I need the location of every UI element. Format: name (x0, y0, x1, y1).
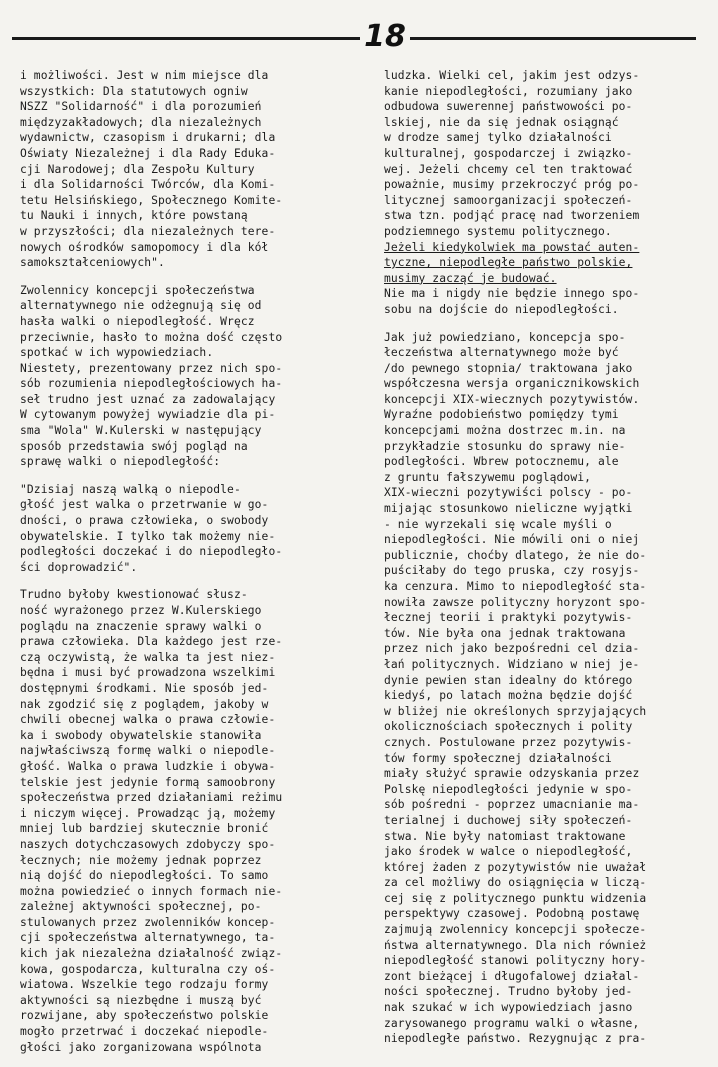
text-line: kiedyś, po latach można będzie dojść (384, 689, 633, 703)
text-line: społeczeństwa przed działaniami reżimu (20, 791, 283, 805)
text-line: ka cenzura. Mimo to niepodległość sta- (384, 580, 647, 593)
text-line: przez nich jako bezpośredni cel dzia- (384, 642, 640, 656)
text-line: głość. Walka o prawa ludzkie i obywa- (20, 759, 276, 773)
text-line: XIX-wieczni pozytywiści polscy - po- (384, 486, 633, 500)
page-number: 18 (364, 19, 406, 54)
text-line: sobu na dojście do niepodległości. (384, 302, 619, 316)
text-line: tów. Nie była ona jednak traktowana (384, 626, 626, 640)
text-line: łeczeństwa alternatywnego może być (384, 346, 619, 360)
text-line: łecznych; nie możemy jednak poprzez (20, 853, 262, 867)
text-line: głości jako zorganizowana wspólnota (20, 1040, 262, 1054)
text-line: niepodległości. Nie mówili oni o niej (384, 533, 640, 547)
text-line: łań politycznych. Widziano w niej je- (384, 657, 640, 671)
text-line: Oświaty Niezależnej i dla Rady Eduka- (20, 146, 276, 160)
text-line: - nie wyrzekali się wcale myśli o (384, 517, 612, 531)
text-line: Zwolennicy koncepcji społeczeństwa (20, 283, 255, 297)
text-line: seł trudno jest uznać za zadowalający (20, 392, 276, 406)
text-line: terialnej i duchowej siły społeczeń- (384, 813, 633, 827)
text-line: Polskę niepodległości jedynie w spo- (384, 782, 633, 796)
text-line: cji Narodowej; dla Zespołu Kultury (20, 162, 255, 176)
text-line: podległości doczekać i do niepodległo- (20, 545, 283, 559)
text-line: ludzka. Wielki cel, jakim jest odzys- (384, 69, 640, 82)
text-line: współczesna wersja organicznikowskich (384, 377, 640, 391)
text-line: zajmują zwolennicy koncepcji społecze- (384, 923, 647, 937)
text-line: za cel możliwy do osiągnięcia w liczą- (384, 876, 647, 890)
text-line: niepodległe państwo. Rezygnując z pra- (384, 1032, 647, 1046)
text-line: aktywności są niezbędne i muszą być (20, 993, 262, 1007)
text-line: kowa, gospodarcza, kulturalna czy oś- (20, 962, 276, 976)
text-line: Wyraźne podobieństwo pomiędzy tymi (384, 408, 619, 422)
underlined-text-line: Jeżeli kiedykolwiek ma powstać auten- (384, 240, 640, 254)
text-line: nak szukać w ich wypowiedziach jasno (384, 1001, 633, 1015)
text-line: kich jak niezależna działalność związ- (20, 947, 283, 961)
text-line: wej. Jeżeli chcemy cel ten traktować (384, 162, 633, 176)
header-rule-left (12, 37, 360, 40)
text-line: stwa. Nie były natomiast traktowane (384, 829, 626, 843)
paragraph (384, 68, 702, 318)
text-line: stwa tzn. podjąć pracę nad tworzeniem (384, 209, 640, 223)
text-line: ka i swobody obywatelskie stanowiła (20, 728, 262, 742)
text-line: hasła walki o niepodległość. Wręcz (20, 314, 255, 328)
header-rule-right (410, 37, 696, 40)
text-line: z gruntu fałszywemu poglądowi, (384, 470, 592, 484)
text-line: perspektywy czasowej. Podobną postawę (384, 907, 640, 921)
text-line: przykładzie stosunku do sprawy nie- (384, 439, 626, 453)
text-line: tów formy społecznej działalności (384, 751, 612, 765)
paragraph (20, 587, 360, 1055)
text-line: Niestety, prezentowany przez nich spo- (20, 361, 283, 375)
text-line: alternatywnego nie odżegnują się od (20, 299, 262, 313)
text-line: poglądu na znaczenie sprawy walki o (20, 619, 262, 633)
text-line: wiatowa. Wszelkie tego rodzaju formy (20, 978, 269, 992)
paragraph (20, 482, 360, 576)
text-line: cznych. Postulowane przez pozytywis- (384, 735, 633, 749)
text-line: niepodległość stanowi polityczny hory- (384, 954, 647, 968)
text-line: łecznej teorii i praktyki pozytywis- (384, 611, 633, 625)
text-line: nak zgodzić się z poglądem, jakoby w (20, 697, 269, 711)
text-line: kulturalnej, gospodarczej i związko- (384, 146, 633, 160)
text-line: prawa człowieka. Dla każdego jest rze- (20, 635, 283, 649)
text-line: nowych ośrodków samopomocy i dla kół (20, 240, 269, 254)
text-line: koncepcji XIX-wiecznych pozytywistów. (384, 392, 640, 406)
right-column (384, 68, 702, 1059)
text-line: mogło przetrwać i doczekać niepodle- (20, 1025, 269, 1039)
text-line: NSZZ "Solidarność" i dla porozumień (20, 100, 262, 114)
text-line: tu Nauki i innych, które powstaną (20, 209, 248, 223)
underlined-text-line: tyczne, niepodległe państwo polskie, (384, 256, 633, 270)
text-line: nowiła zawsze polityczny horyzont spo- (384, 595, 647, 609)
text-line: jako środek w walce o niepodległość, (384, 845, 633, 859)
underlined-text-line: musimy zacząć je budować. (384, 271, 557, 285)
text-line: litycznej samoorganizacji społeczeń- (384, 193, 633, 207)
text-line: mniej lub bardziej skutecznie bronić (20, 822, 269, 836)
text-line: Trudno byłoby kwestionować słusz- (20, 588, 248, 602)
text-line: kanie niepodległości, rozumiany jako (384, 84, 633, 98)
text-line: rozwijane, aby społeczeństwo polskie (20, 1009, 269, 1023)
text-line: puściłaby do tego pruska, czy rosyjs- (384, 564, 640, 578)
text-line: ności społecznej. Trudno byłoby jed- (384, 985, 633, 999)
text-line: spotkać w ich wypowiedziach. (20, 346, 214, 360)
text-line: publicznie, choćby dlatego, że nie do- (384, 548, 647, 562)
text-line: mijając stosunkowo nieliczne wyjątki (384, 502, 633, 516)
text-line: podległości. Wbrew potocznemu, ale (384, 455, 619, 469)
text-line: odbudowa suwerennej państwowości po- (384, 100, 633, 114)
text-line: w przyszłości; dla niezależnych tere- (20, 224, 276, 238)
text-line: dności, o prawa człowieka, o swobody (20, 514, 269, 528)
text-line: okolicznościach społecznych i polity (384, 720, 633, 734)
text-line: ność wyrażonego przez W.Kulerskiego (20, 604, 262, 617)
text-line: i dla Solidarności Twórców, dla Komi- (20, 178, 276, 192)
text-line: obywatelskie. I tylko tak możemy nie- (20, 529, 276, 543)
text-line: sprawę walki o niepodległość: (20, 455, 221, 469)
text-line: sób rozumienia niepodległościowych ha- (20, 377, 283, 391)
text-line: ści doprowadzić". (20, 560, 138, 574)
text-line: naszych dotychczasowych zdobyczy spo- (20, 837, 276, 851)
text-line: można powiedzieć o innych formach nie- (20, 884, 283, 898)
paragraph (20, 283, 360, 470)
text-line: ństwa alternatywnego. Dla nich również (384, 938, 647, 952)
text-line: w drodze samej tylko działalności (384, 131, 612, 145)
text-line: zont bieżącej i długofalowej działal- (384, 969, 640, 983)
text-line: samokształceniowych". (20, 256, 165, 270)
text-line: cji społeczeństwa alternatywnego, ta- (20, 931, 276, 945)
text-line: poważnie, musimy przekroczyć próg po- (384, 178, 640, 192)
text-line: i możliwości. Jest w nim miejsce dla (20, 69, 269, 82)
text-line: będna i musi być prowadzona wszelkimi (20, 666, 276, 680)
text-line: tetu Helsińskiego, Społecznego Komite- (20, 193, 283, 207)
text-line: "Dzisiaj naszą walką o niepodle- (20, 482, 241, 496)
text-line: /do pewnego stopnia/ traktowana jako (384, 361, 633, 375)
text-line: Jak już powiedziano, koncepcja spo- (384, 330, 626, 344)
text-line: głość jest walka o przetrwanie w go- (20, 498, 269, 512)
text-line: międzyzakładowych; dla niezależnych (20, 115, 262, 129)
text-line: chwili obecnej walka o prawa człowie- (20, 713, 276, 727)
text-line: Nie ma i nigdy nie będzie innego spo- (384, 287, 640, 301)
text-line: zależnej aktywności społecznej, po- (20, 900, 262, 914)
text-line: W cytowanym powyżej wywiadzie dla pi- (20, 408, 276, 422)
text-line: telskie jest jedynie formą samoobrony (20, 775, 276, 789)
text-line: wszystkich: Dla statutowych ogniw (20, 84, 248, 98)
text-line: podziemnego systemu politycznego. (384, 224, 612, 238)
paragraph (20, 68, 360, 271)
text-line: sposób przedstawia swój pogląd na (20, 439, 248, 453)
text-line: lskiej, nie da się jednak osiągnąć (384, 115, 619, 129)
paragraph (384, 330, 702, 1047)
text-line: sma "Wola" W.Kulerski w następujący (20, 424, 262, 438)
text-line: miały służyć sprawie odzyskania przez (384, 767, 640, 781)
text-line: zarysowanego programu walki o własne, (384, 1016, 640, 1030)
text-line: wydawnictw, czasopism i drukarni; dla (20, 131, 276, 145)
text-line: dynie pewien stan idealny do którego (384, 673, 633, 687)
text-line: sób pośredni - poprzez umacnianie ma- (384, 798, 640, 812)
text-line: czą oczywistą, że walka ta jest niez- (20, 650, 276, 664)
text-line: dostępnymi środkami. Nie sposób jed- (20, 681, 269, 695)
text-line: w bliżej nie określonych sprzyjających (384, 704, 647, 718)
text-line: koncepcjami można dostrzec m.in. na (384, 424, 626, 438)
text-line: stulowanych przez zwolenników koncep- (20, 915, 276, 929)
text-line: cej się z politycznego punktu widzenia (384, 891, 647, 905)
left-column (20, 68, 360, 1067)
text-line: przeciwnie, hasło to można dość często (20, 330, 283, 344)
text-line: najwłaściwszą formę walki o niepodle- (20, 744, 276, 758)
text-line: której żaden z pozytywistów nie uważał (384, 860, 647, 874)
text-line: i niczym więcej. Prowadząc ją, możemy (20, 806, 276, 820)
text-line: nią dojść do niepodległości. To samo (20, 869, 269, 883)
